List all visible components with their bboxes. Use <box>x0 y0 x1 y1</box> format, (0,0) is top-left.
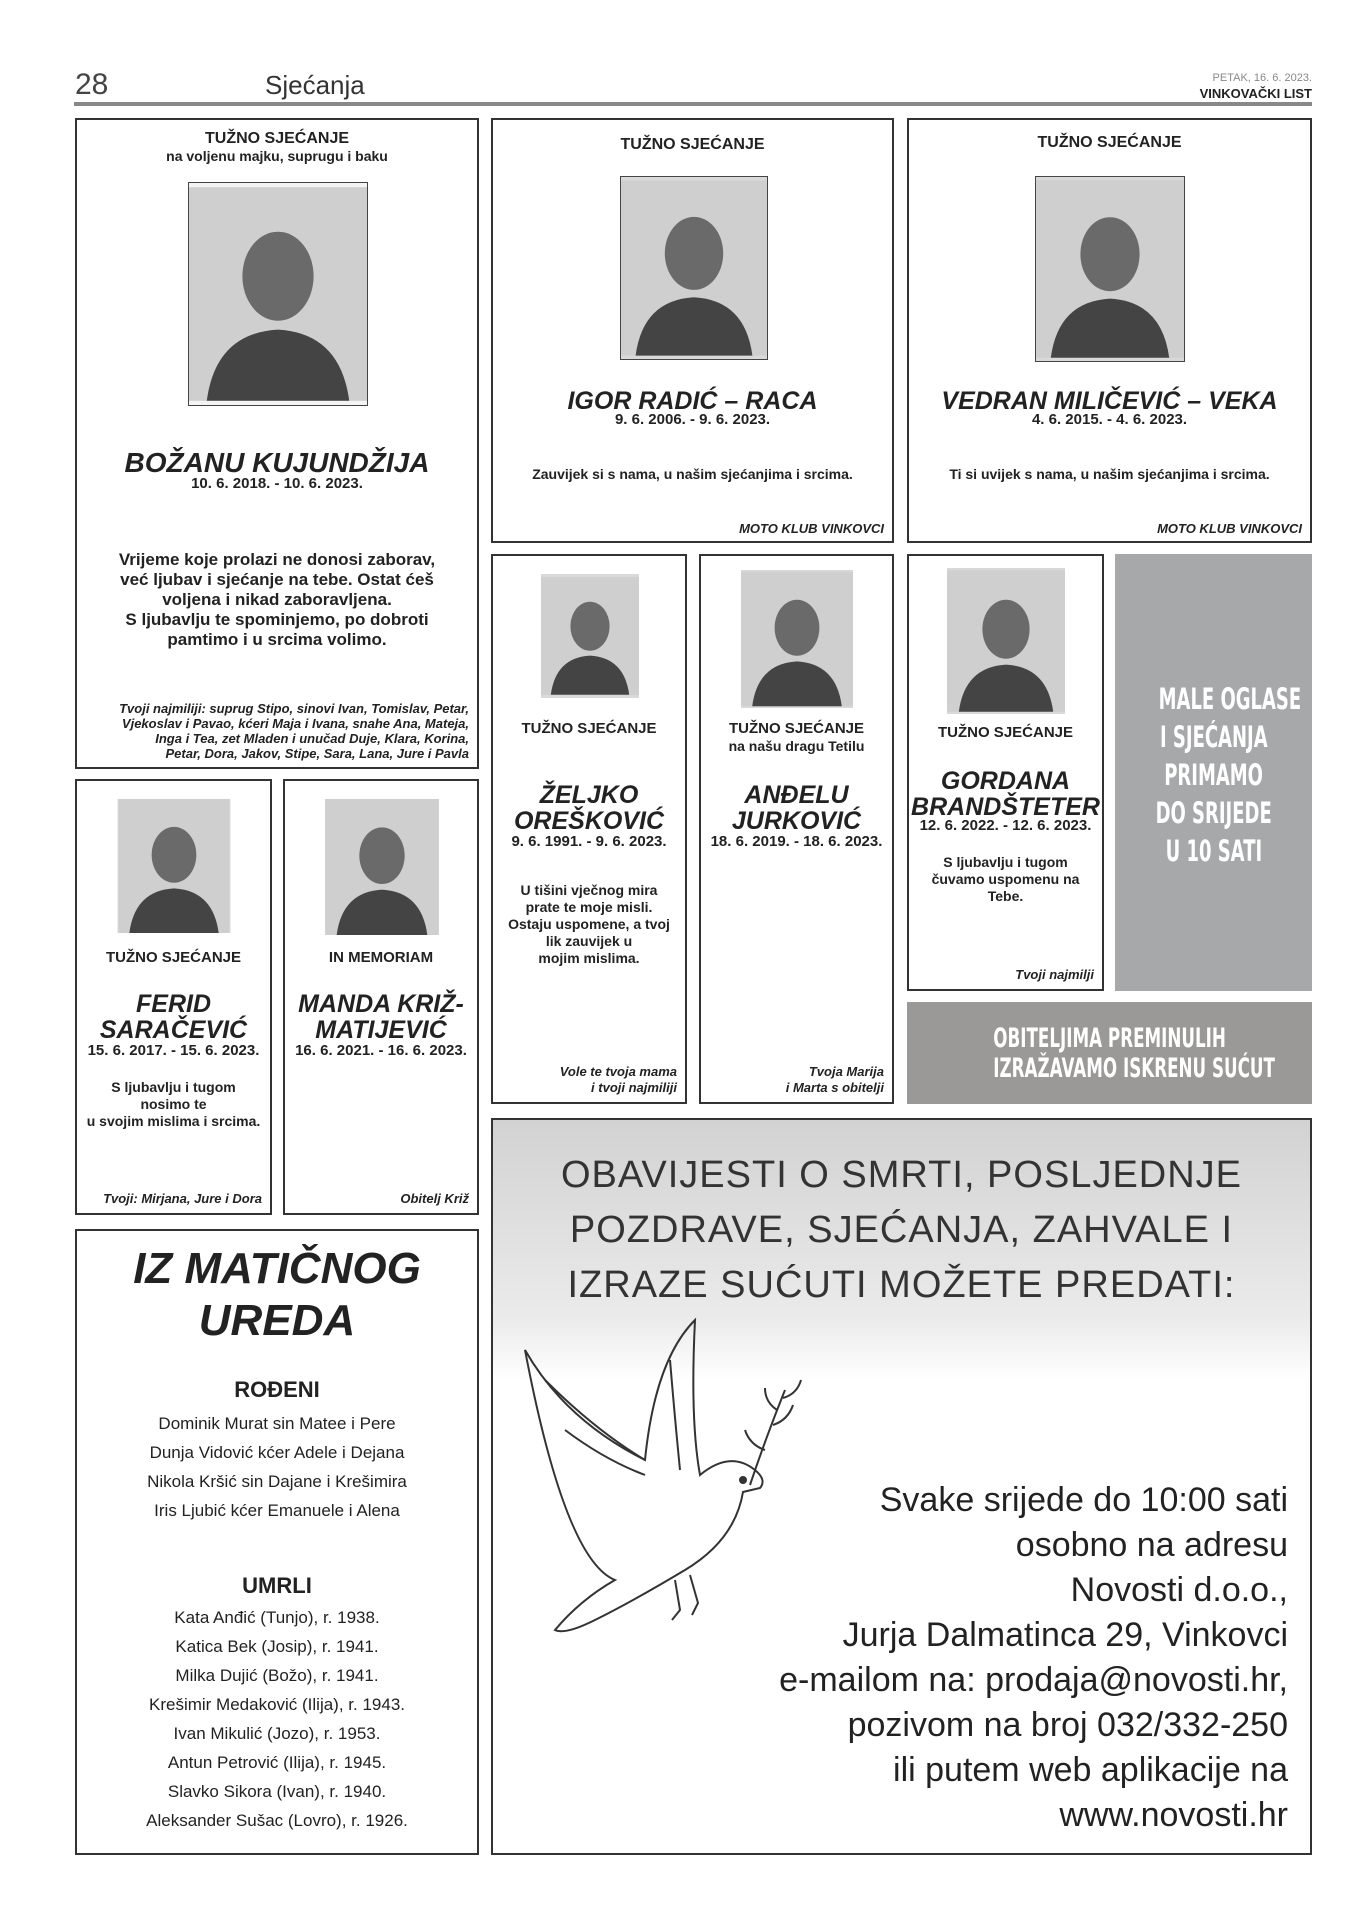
list-item: Dominik Murat sin Matee i Pere <box>158 1414 396 1433</box>
message-line: mojim mislima. <box>538 950 640 966</box>
notice-subheading: na našu dragu Tetilu <box>728 738 865 754</box>
condolence-line: IZRAŽAVAMO ISKRENU SUĆUT <box>993 1053 1275 1084</box>
deceased-name: VEDRAN MILIČEVIĆ – VEKA <box>941 387 1278 415</box>
message-line: S ljubavlju i tugom <box>943 854 1068 870</box>
message-line: već ljubav i sjećanje na tebe. Ostat ćeš <box>120 570 434 589</box>
details-line: osobno na adresu <box>1015 1526 1288 1564</box>
born-list <box>77 1409 477 1525</box>
website-link[interactable]: www.novosti.hr <box>1059 1796 1288 1834</box>
dates: 18. 6. 2019. - 18. 6. 2023. <box>710 833 883 850</box>
portrait-photo <box>620 176 768 360</box>
signature: MOTO KLUB VINKOVCI <box>1157 521 1302 536</box>
name-line: BRANDŠTETER <box>911 793 1100 821</box>
signature-line: i Marta s obitelji <box>785 1080 884 1095</box>
title-line: IZ MATIČNOG <box>133 1244 421 1293</box>
name-line: FERID <box>136 990 211 1018</box>
signature: MOTO KLUB VINKOVCI <box>739 521 884 536</box>
deceased-name <box>909 768 1102 820</box>
message: Ti si uvijek s nama, u našim sjećanjima i srcima. <box>949 466 1270 482</box>
publication-name: VINKOVAČKI LIST <box>1199 86 1312 101</box>
condolence-banner <box>907 1002 1312 1104</box>
headline-line: OBAVIJESTI O SMRTI, POSLJEDNJE <box>560 1154 1243 1196</box>
message <box>77 1079 270 1130</box>
notice-heading: TUŽNO SJEĆANJE <box>937 724 1074 741</box>
notice-zeljko-oreskovic <box>491 554 687 1104</box>
signature-line: Inga i Tea, zet Mladen i unučad Duje, Klara, Korina, <box>155 731 469 746</box>
born-heading: ROĐENI <box>234 1377 320 1402</box>
small-ads-banner <box>1115 554 1312 991</box>
submission-info-ad <box>491 1118 1312 1855</box>
notice-heading: TUŽNO SJEĆANJE <box>728 720 865 737</box>
ad-headline <box>493 1148 1310 1313</box>
signature: Obitelj Križ <box>400 1191 469 1206</box>
ad-line: PRIMAMO <box>1164 758 1263 792</box>
name-line: GORDANA <box>940 767 1071 795</box>
condolence-line: OBITELJIMA PREMINULIH <box>993 1023 1226 1054</box>
message-line: S ljubavlju te spominjemo, po dobroti <box>125 610 429 629</box>
email-line[interactable]: e-mailom na: prodaja@novosti.hr, <box>779 1661 1288 1699</box>
list-item: Ivan Mikulić (Jozo), r. 1953. <box>173 1724 381 1743</box>
list-item: Krešimir Medaković (Ilija), r. 1943. <box>148 1695 406 1714</box>
ad-line: U 10 SATI <box>1165 834 1262 868</box>
name-line: JURKOVIĆ <box>731 807 862 835</box>
message: Zauvijek si s nama, u našim sjećanjima i srcima. <box>532 466 853 482</box>
dates: 12. 6. 2022. - 12. 6. 2023. <box>919 817 1092 834</box>
registry-office-box <box>75 1229 479 1855</box>
signature <box>560 1064 677 1096</box>
header-rule <box>74 102 1312 106</box>
phone-line: pozivom na broj 032/332-250 <box>847 1706 1288 1744</box>
message-line: nosimo te <box>140 1096 207 1112</box>
message-line: pamtimo i u srcima volimo. <box>167 630 387 649</box>
signature-line: Tvoji najmiliji: suprug Stipo, sinovi Ivan, Tomislav, Petar, <box>119 701 469 716</box>
dates: 16. 6. 2021. - 16. 6. 2023. <box>295 1042 467 1059</box>
deceased-name: IGOR RADIĆ – RACA <box>567 387 818 415</box>
name-line: OREŠKOVIĆ <box>513 807 665 835</box>
notice-heading: TUŽNO SJEĆANJE <box>1037 134 1182 151</box>
message <box>77 550 477 650</box>
message-line: lik zauvijek u <box>545 933 633 949</box>
portrait-photo <box>1035 176 1185 362</box>
notice-andelu-jurkovic <box>699 554 894 1104</box>
page-number: 28 <box>75 68 109 101</box>
notice-ferid-saracevic <box>75 779 272 1215</box>
signature-line: Vole te tvoja mama <box>559 1064 677 1079</box>
headline-line: IZRAZE SUĆUTI MOŽETE PREDATI: <box>567 1264 1236 1306</box>
ad-line: I SJEĆANJA <box>1159 720 1268 754</box>
name-line: MANDA KRIŽ- <box>298 990 464 1018</box>
dates: 10. 6. 2018. - 10. 6. 2023. <box>191 475 363 492</box>
deceased-name <box>77 991 270 1043</box>
message <box>909 854 1102 905</box>
notice-subheading: na voljenu majku, suprugu i baku <box>166 148 388 164</box>
dates: 15. 6. 2017. - 15. 6. 2023. <box>87 1042 260 1059</box>
list-item: Dunja Vidović kćer Adele i Dejana <box>149 1443 405 1462</box>
notice-vedran-milicevic <box>907 118 1312 543</box>
signature-line: Tvoja Marija <box>808 1064 884 1079</box>
message-line: u svojim mislima i srcima. <box>86 1113 261 1129</box>
list-item: Nikola Kršić sin Dajane i Krešimira <box>147 1472 407 1491</box>
portrait-photo <box>947 568 1065 714</box>
signature <box>786 1064 884 1096</box>
deceased-name: BOŽANU KUJUNDŽIJA <box>124 447 430 478</box>
ad-details <box>779 1478 1288 1838</box>
message-line: Ostaju uspomene, a tvoj <box>508 916 670 932</box>
signature-line: i tvoji najmiliji <box>591 1080 677 1095</box>
name-line: ŽELJKO <box>539 781 639 809</box>
signature-line: Petar, Dora, Jakov, Stipe, Sara, Lana, Jure i Pavla <box>165 746 469 761</box>
portrait-photo <box>325 799 439 935</box>
message-line: voljena i nikad zaboravljena. <box>162 590 392 609</box>
list-item: Slavko Sikora (Ivan), r. 1940. <box>167 1782 387 1801</box>
details-line: ili putem web aplikacije na <box>893 1751 1288 1789</box>
signature: Tvoji najmilji <box>1015 967 1094 982</box>
list-item: Iris Ljubić kćer Emanuele i Alena <box>154 1501 400 1520</box>
issue-date: PETAK, 16. 6. 2023. <box>1212 72 1312 84</box>
name-line: MATIJEVIĆ <box>315 1016 447 1044</box>
registry-title <box>77 1243 477 1347</box>
list-item: Milka Dujić (Božo), r. 1941. <box>175 1666 379 1685</box>
name-line: ANĐELU <box>744 781 849 809</box>
list-item: Katica Bek (Josip), r. 1941. <box>175 1637 379 1656</box>
notice-heading: TUŽNO SJEĆANJE <box>105 949 242 966</box>
died-list <box>77 1603 477 1835</box>
notice-heading: TUŽNO SJEĆANJE <box>204 130 350 147</box>
message-line: Tebe. <box>987 888 1024 904</box>
details-line: Jurja Dalmatinca 29, Vinkovci <box>842 1616 1288 1654</box>
dates: 4. 6. 2015. - 4. 6. 2023. <box>1031 411 1188 428</box>
notice-heading: IN MEMORIAM <box>328 949 434 966</box>
list-item: Kata Anđić (Tunjo), r. 1938. <box>174 1608 380 1627</box>
dates: 9. 6. 1991. - 9. 6. 2023. <box>511 833 667 850</box>
notice-gordana-brandsteter <box>907 554 1104 991</box>
details-line: Novosti d.o.o., <box>1070 1571 1288 1609</box>
details-line: Svake srijede do 10:00 sati <box>879 1481 1288 1519</box>
portrait-photo <box>541 574 639 698</box>
message-line: Vrijeme koje prolazi ne donosi zaborav, <box>118 550 436 569</box>
name-line: SARAČEVIĆ <box>99 1016 248 1044</box>
message-line: U tišini vječnog mira <box>520 882 658 898</box>
ad-line: MALE OGLASE <box>1158 682 1302 716</box>
signature-line: Vjekoslav i Pavao, kćeri Maja i Ivana, snahe Ana, Mateja, <box>121 716 469 731</box>
signature: Tvoji: Mirjana, Jure i Dora <box>103 1191 262 1206</box>
section-title: Sjećanja <box>265 70 365 100</box>
message-line: prate te moje misli. <box>525 899 653 915</box>
portrait-photo <box>741 570 853 708</box>
signature <box>119 701 469 761</box>
title-line: UREDA <box>198 1296 356 1345</box>
message-line: čuvamo uspomenu na <box>931 871 1080 887</box>
list-item: Antun Petrović (Ilija), r. 1945. <box>167 1753 387 1772</box>
notice-igor-radic <box>491 118 894 543</box>
notice-heading: TUŽNO SJEĆANJE <box>521 720 657 737</box>
message-line: S ljubavlju i tugom <box>111 1079 236 1095</box>
notice-bozana-kujundzija <box>75 118 479 769</box>
notice-manda-kriz-matijevic <box>283 779 479 1215</box>
notice-heading: TUŽNO SJEĆANJE <box>620 136 765 153</box>
ad-line: DO SRIJEDE <box>1155 796 1272 830</box>
portrait-photo <box>117 799 231 933</box>
message <box>493 882 685 967</box>
deceased-name <box>493 782 685 834</box>
list-item: Aleksander Sušac (Lovro), r. 1926. <box>146 1811 408 1830</box>
dates: 9. 6. 2006. - 9. 6. 2023. <box>614 411 771 428</box>
died-heading: UMRLI <box>242 1573 312 1598</box>
headline-line: POZDRAVE, SJEĆANJA, ZAHVALE I <box>569 1209 1234 1251</box>
deceased-name <box>701 782 892 834</box>
portrait-photo <box>188 182 368 406</box>
deceased-name <box>285 991 477 1043</box>
